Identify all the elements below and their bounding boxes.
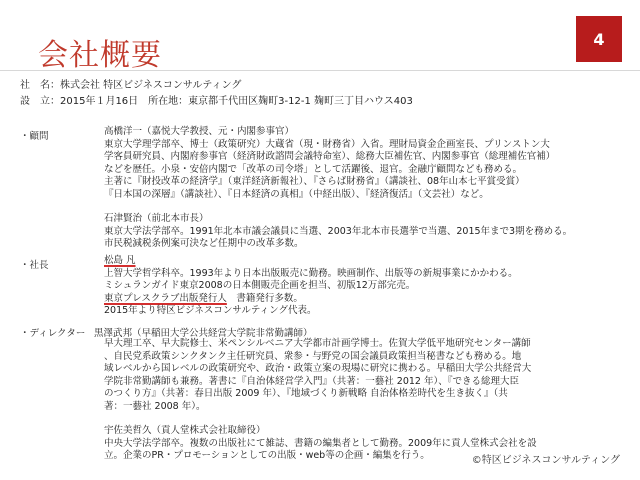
page-number-badge: 4 bbox=[576, 16, 622, 62]
director-2-line: 立。企業のPR・プロモーションとしての出版・web等の企画・編集を行う。 bbox=[104, 450, 430, 461]
president-line: ミシュランガイド東京2008の日本側販売企画を担当、初版12万部完売。 bbox=[104, 280, 416, 291]
advisor-1-line: などを歴任。小泉・安倍内閣で「改革の司令塔」として活躍後、退官。金融庁顧問なども務める。 bbox=[104, 163, 523, 175]
advisor-1-line: 主著に『財投改革の経済学』（東洋経済新報社）、『さらば財務省』（講談社、08年山本七平賞受賞） bbox=[104, 176, 525, 187]
page-title: 会社概要 bbox=[38, 38, 162, 73]
company-info bbox=[20, 78, 413, 110]
advisor-2-line: 東京大学法学部卒。1991年北本市議会議員に当選、2003年北本市長選挙で当選、2015年まで3期を務める。 bbox=[104, 225, 573, 237]
director-label: ・ディレクター bbox=[20, 328, 86, 339]
president-last-line: 2015年より特区ビジネスコンサルティング代表。 bbox=[104, 305, 317, 316]
president-block bbox=[104, 255, 624, 318]
header-divider bbox=[0, 70, 640, 71]
president-press-line bbox=[104, 293, 624, 306]
company-name-line: 社 名：株式会社 特区ビジネスコンサルティング bbox=[20, 80, 242, 91]
president-label: ・社長 bbox=[20, 260, 49, 271]
advisor-1-line: 『日本国の深層』（講談社）、『日本経済の真相』（中経出版）、『経済復活』（文芸社）など。 bbox=[104, 188, 489, 200]
director-line: 早大理工卒、早大院修士、米ペンシルベニア大学都市計画学博士。佐賀大学低平地研究センター講師 bbox=[104, 338, 531, 349]
director-line: 学院非常勤講師も兼務。著書に『自治体経営学入門』（共著：一藝社 2012 年）、『できる総理大臣 bbox=[104, 375, 519, 387]
company-established-line: 設 立：2015年１月16日 所在地：東京都千代田区麹町3-12-1 麹町三丁目ハウス403 bbox=[20, 96, 413, 107]
advisor-1-line: 学客員研究員、内閣府参事官（経済財政諮問会議特命室）、総務大臣補佐官、内閣参事官（総理補佐官補） bbox=[104, 151, 556, 162]
director-line: 、自民党系政策シンクタンク主任研究員、衆参・与野党の国会議員政策担当秘書なども務める。地 bbox=[104, 350, 522, 362]
press-club-publisher: 東京プレスクラブ出版発行人 bbox=[104, 292, 227, 304]
president-name: 松島 凡 bbox=[104, 255, 136, 266]
director-2-name: 宇佐美哲久（貢人堂株式会社取締役） bbox=[104, 425, 266, 436]
advisors-label: ・顧問 bbox=[20, 131, 49, 142]
director-line: 著：一藝社 2008 年）。 bbox=[104, 400, 206, 412]
advisors-block bbox=[104, 126, 624, 251]
director-block bbox=[104, 338, 624, 463]
advisor-2-line: 市民税減税条例案可決など任期中の改革多数。 bbox=[104, 238, 304, 249]
press-line-rest: 書籍発行多数。 bbox=[226, 292, 303, 304]
advisor-1-line: 東京大学理学部卒、博士（政策研究）大蔵省（現・財務省）入省。理財局資金企画室長、プリンストン大 bbox=[104, 138, 550, 150]
director-line: 域レベルから国レベルの政策研究や、政治・政策立案の現場に研究に携わる。早稲田大学公共経営大 bbox=[104, 363, 532, 374]
director-line: のつくり方』（共著：春日出版 2009 年）、『地域づくり新戦略 自治体格差時代を生き抜く』（共 bbox=[104, 388, 508, 399]
director-2-line: 中央大学法学部卒。複数の出版社にて雑誌、書籍の編集者として勤務。2009年に貢人堂株式会社を設 bbox=[104, 437, 537, 449]
copyright-footer: ©特区ビジネスコンサルティング bbox=[471, 455, 620, 466]
president-line: 上智大学哲学科卒。1993年より日本出版販売に勤務。映画制作、出版等の新規事業にかかわる。 bbox=[104, 267, 518, 279]
advisor-2-name: 石津賢治（前北本市長） bbox=[104, 213, 209, 224]
advisor-1-name: 高橋洋一（嘉悦大学教授、元・内閣参事官） bbox=[104, 126, 295, 137]
director-name: 黒澤武邦（早稲田大学公共経営大学院非常勤講師） bbox=[94, 328, 313, 339]
